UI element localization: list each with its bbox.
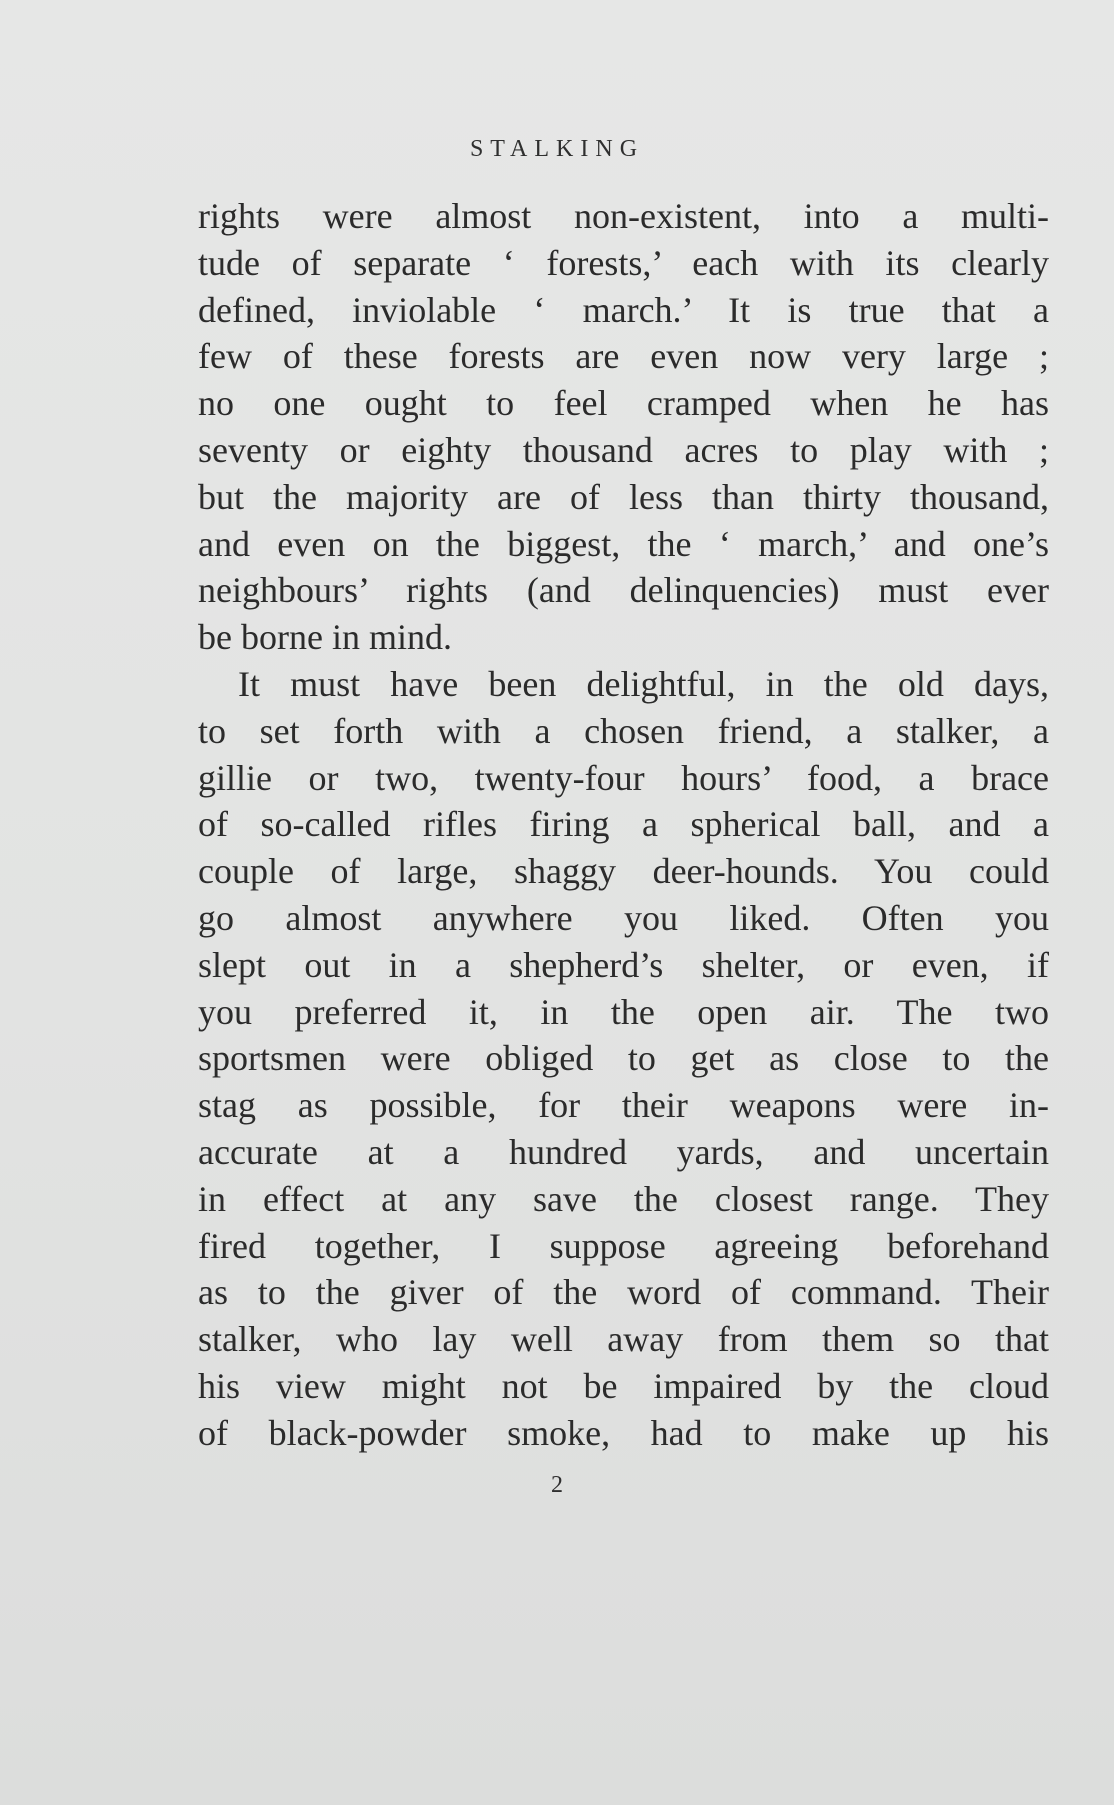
text-line: you preferred it, in the open air. The two (198, 991, 1049, 1032)
text-line: and even on the biggest, the ‘ march,’ and one’s (198, 523, 1049, 564)
text-line: seventy or eighty thousand acres to play with ; (198, 429, 1049, 470)
text-line: no one ought to feel cramped when he has (198, 383, 1049, 424)
text-line: gillie or two, twenty-four hours’ food, a brace (198, 757, 1049, 798)
text-line: few of these forests are even now very large ; (198, 336, 1049, 377)
text-line: of so-called rifles firing a spherical ball, and a (198, 804, 1049, 845)
text-line: accurate at a hundred yards, and uncertain (198, 1131, 1049, 1172)
page-number: 2 (551, 1472, 563, 1498)
text-line: rights were almost non-existent, into a multi- (198, 196, 1049, 236)
text-line: sportsmen were obliged to get as close to the (198, 1038, 1049, 1079)
text-line: as to the giver of the word of command. Their (198, 1272, 1049, 1313)
text-line: couple of large, shaggy deer-hounds. You could (198, 851, 1049, 892)
text-line: his view might not be impaired by the cloud (198, 1365, 1049, 1406)
paragraph-end-line: be borne in mind. (198, 617, 452, 658)
text-line: to set forth with a chosen friend, a stalker, a (198, 710, 1049, 751)
text-line: go almost anywhere you liked. Often you (198, 897, 1049, 938)
text-line: defined, inviolable ‘ march.’ It is true that a (198, 289, 1049, 330)
text-line: tude of separate ‘ forests,’ each with its clearly (198, 242, 1049, 283)
text-line: of black-powder smoke, had to make up his (198, 1412, 1049, 1453)
text-line: in effect at any save the closest range. They (198, 1178, 1049, 1219)
body-text (198, 193, 1049, 1457)
running-head: STALKING (469, 136, 645, 162)
text-line: stalker, who lay well away from them so that (198, 1319, 1049, 1360)
text-line: slept out in a shepherd’s shelter, or even, if (198, 944, 1049, 985)
paragraph-first-line: It must have been delightful, in the old days, (238, 663, 1049, 704)
text-line: stag as possible, for their weapons were in- (198, 1085, 1049, 1126)
text-line: but the majority are of less than thirty thousand, (198, 476, 1049, 517)
text-line: neighbours’ rights (and delinquencies) must ever (198, 570, 1049, 611)
text-line: fired together, I suppose agreeing beforehand (198, 1225, 1049, 1266)
